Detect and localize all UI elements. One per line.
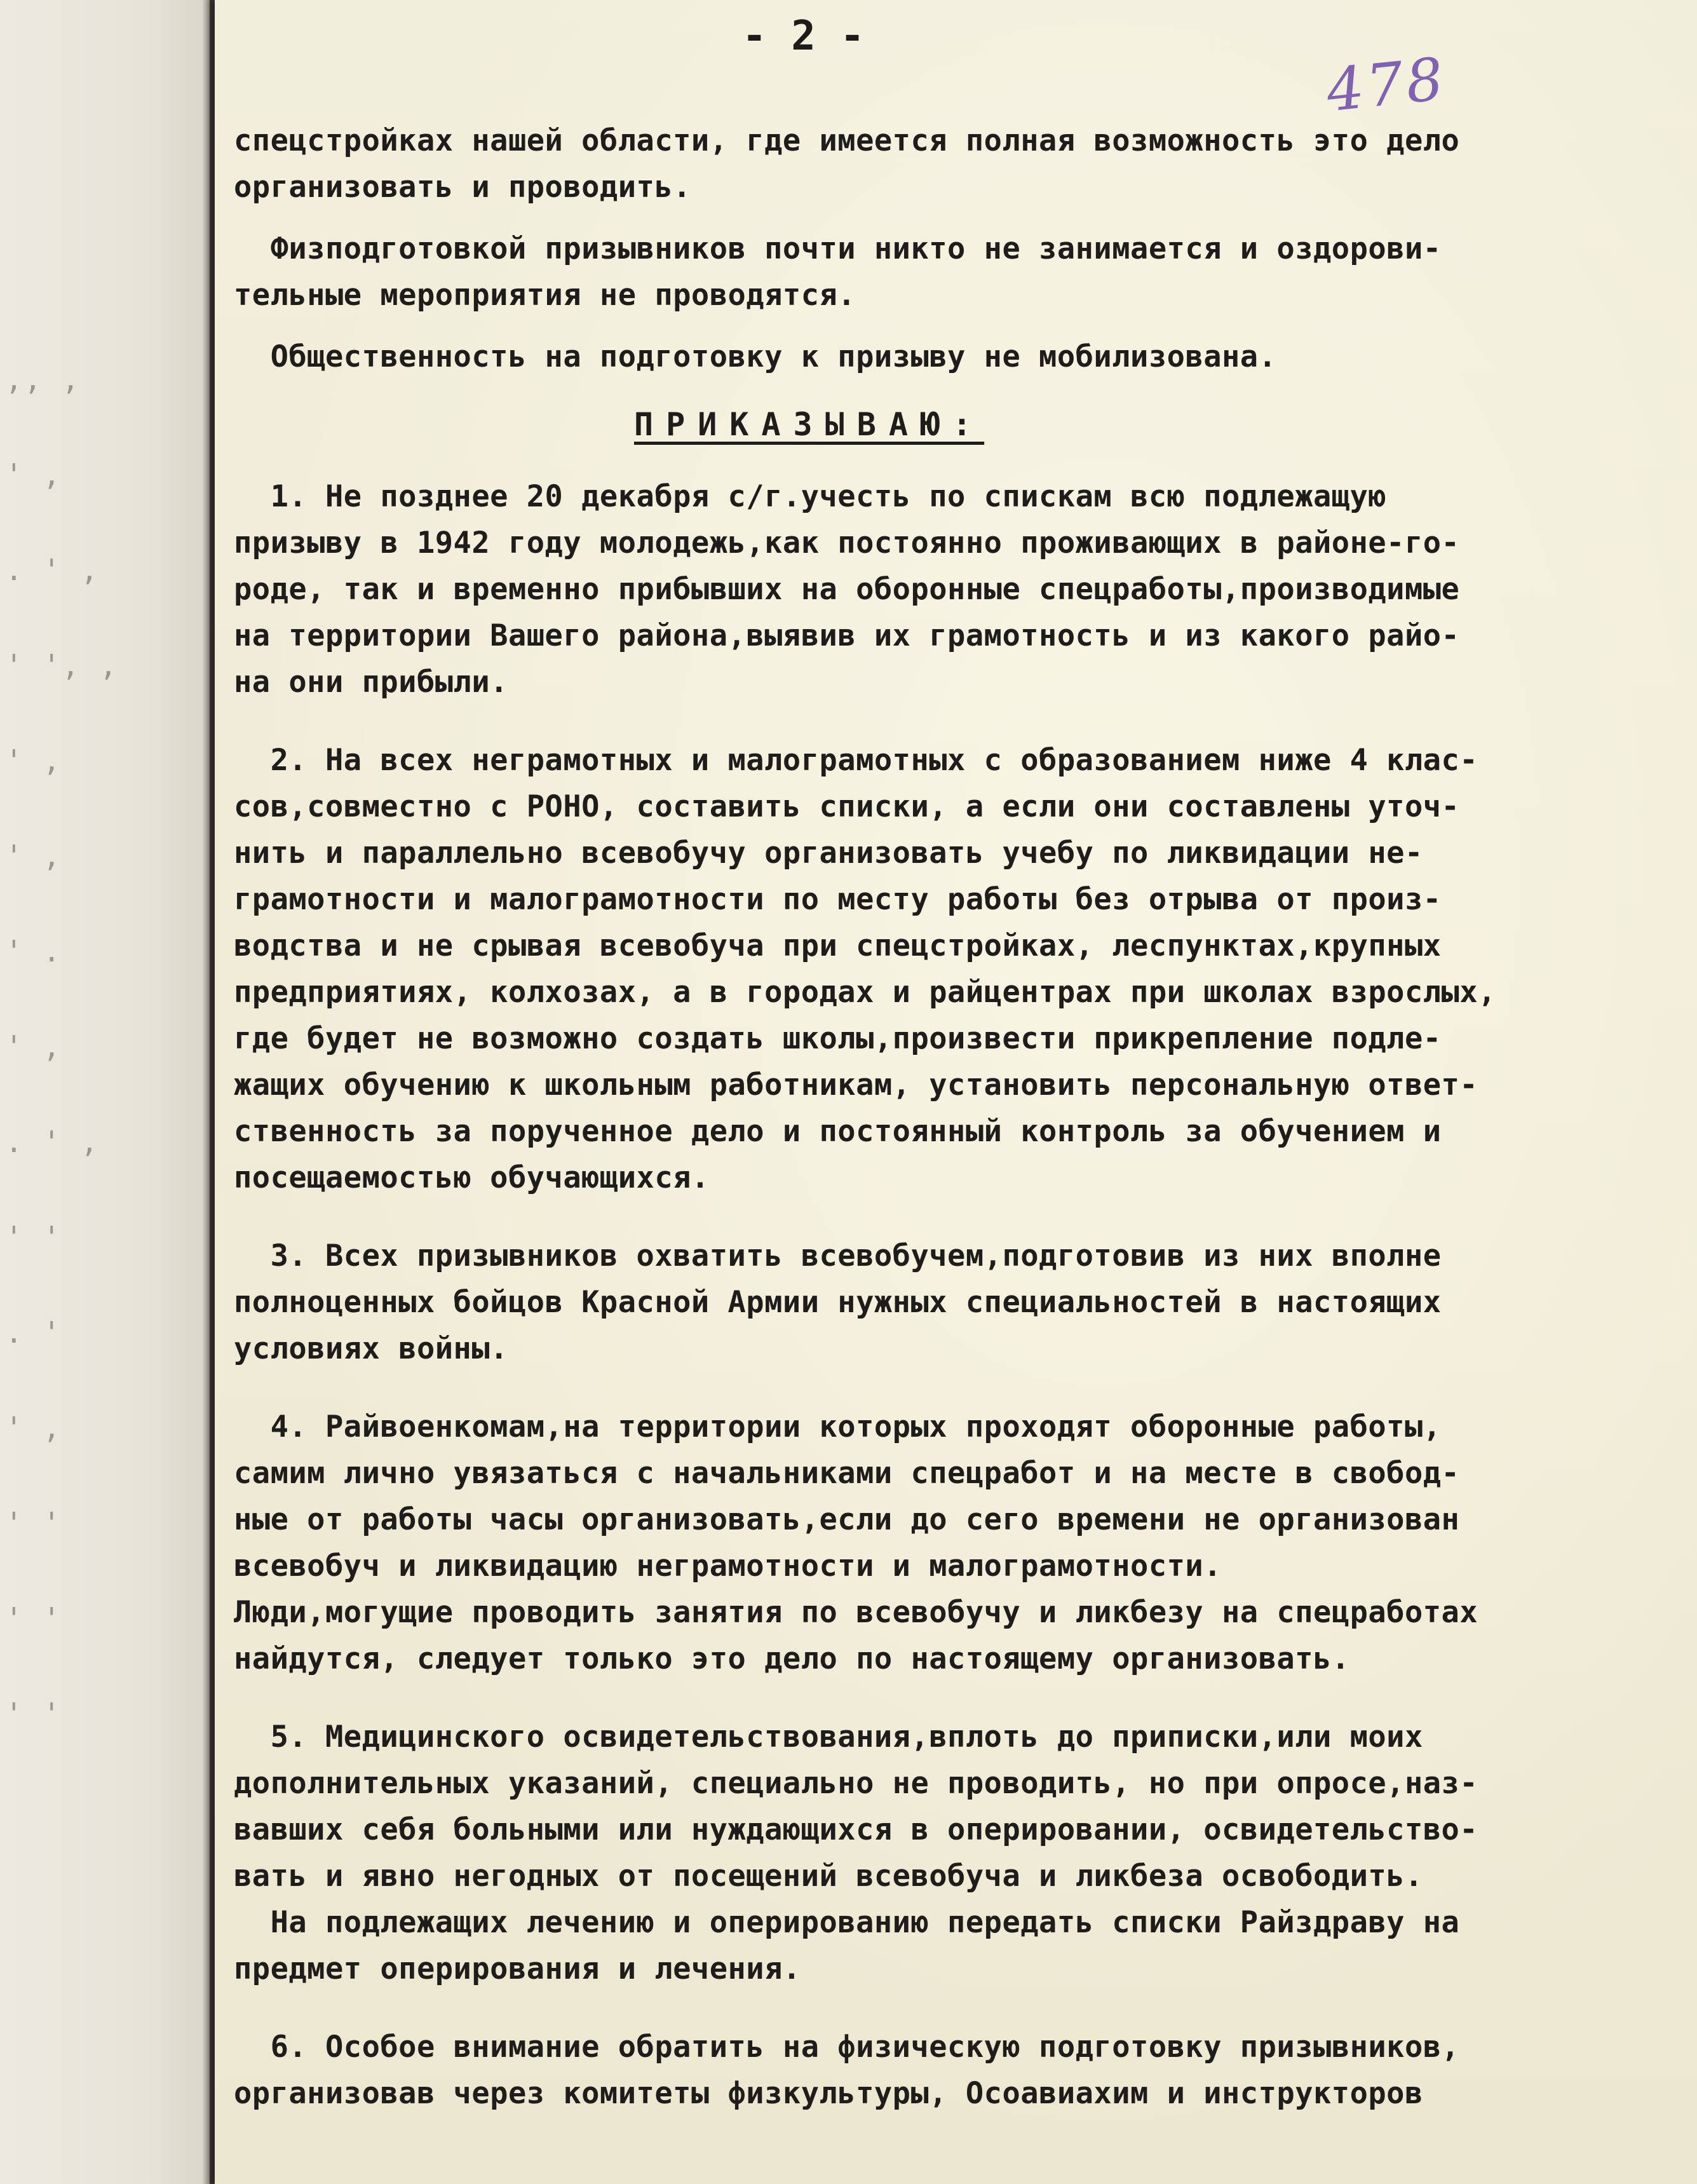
text-line: где будет не возможно создать школы,произвести прикрепление подле- [234, 1021, 1442, 1056]
text-line: предприятиях, колхозах, а в городах и райцентрах при школах взрослых, [234, 975, 1496, 1010]
text-line: 6. Особое внимание обратить на физическую подготовку призывников, [234, 2030, 1460, 2065]
previous-page-fragment [0, 0, 210, 2184]
order-item-4 [234, 1404, 1663, 1682]
order-heading: ПРИКАЗЫВАЮ: [634, 406, 985, 443]
text-line: самим лично увязаться с начальниками спецработ и на месте в свобод- [234, 1456, 1460, 1491]
ghost-text-line: ' ' [5, 1601, 62, 1636]
text-line: грамотности и малограмотности по месту работы без отрыва от произ- [234, 882, 1442, 917]
archive-handwritten-mark: 478 [1323, 44, 1449, 125]
text-line: 4. Райвоенкомам,на территории которых проходят оборонные работы, [234, 1409, 1442, 1444]
text-line: призыву в 1942 году молодежь,как постоянно проживающих в районе-го- [234, 526, 1460, 560]
text-line: На подлежащих лечению и оперированию передать списки Райздраву на [234, 1905, 1460, 1940]
page-edge-shadow [202, 0, 210, 2184]
text-line: Физподготовкой призывников почти никто не занимается и оздорови- [234, 231, 1442, 266]
text-line: организовать и проводить. [234, 170, 691, 205]
text-line: всевобуч и ликвидацию неграмотности и малограмотности. [234, 1549, 1222, 1584]
ghost-text-line: ,, , [5, 362, 81, 397]
order-item-6 [234, 2024, 1663, 2117]
text-line: Общественность на подготовку к призыву не мобилизована. [234, 339, 1277, 374]
order-item-5 [234, 1714, 1663, 1992]
text-line: 5. Медицинского освидетельствования,вплоть до приписки,или моих [234, 1719, 1423, 1754]
ghost-text-line: ' , [5, 1029, 62, 1064]
text-line: роде, так и временно прибывших на оборонные спецработы,производимые [234, 572, 1460, 607]
text-line: 1. Не позднее 20 декабря с/г.учесть по спискам всю подлежащую [234, 479, 1387, 514]
ghost-text-line: ' . [5, 934, 62, 968]
text-line: предмет оперирования и лечения. [234, 1951, 801, 1986]
text-line: сов,совместно с РОНО, составить списки, а если они составлены уточ- [234, 789, 1460, 824]
ghost-text-line: ' , [5, 839, 62, 873]
intro-paragraphs [234, 118, 1663, 395]
text-line: ные от работы часы организовать,если до сего времени не организован [234, 1502, 1460, 1537]
text-line: дополнительных указаний, специально не проводить, но при опросе,наз- [234, 1766, 1478, 1801]
ghost-text-line: ' , [5, 743, 62, 778]
text-line: вать и явно негодных от посещений всевобуча и ликбеза освободить. [234, 1859, 1423, 1894]
ghost-text-line: ' ' [5, 1697, 62, 1731]
text-line: тельные мероприятия не проводятся. [234, 278, 856, 313]
text-line: водства и не срывая всевобуча при спецстройках, леспунктах,крупных [234, 928, 1442, 963]
text-line: на они прибыли. [234, 665, 508, 700]
ghost-text-line: . ' , [5, 1125, 100, 1159]
ghost-text-line: . ' , [5, 553, 100, 587]
ghost-text-line: ' ', , [5, 648, 119, 682]
order-item-2 [234, 737, 1663, 1201]
ghost-text-line: ' ' [5, 1506, 62, 1540]
text-line: 3. Всех призывников охватить всевобучем,подготовив из них вполне [234, 1238, 1442, 1273]
text-line: вавших себя больными или нуждающихся в оперировании, освидетельство- [234, 1812, 1478, 1847]
order-item-1 [234, 473, 1663, 705]
document-body [234, 118, 1663, 2117]
text-line: на территории Вашего района,выявив их грамотность и из какого райо- [234, 618, 1460, 653]
text-line: условиях войны. [234, 1331, 508, 1366]
order-items [234, 473, 1663, 2117]
ghost-text-line: ' ' [5, 1220, 62, 1254]
text-line: ственность за порученное дело и постоянный контроль за обучением и [234, 1114, 1442, 1149]
ghost-text-line: . ' [5, 1315, 62, 1350]
text-line: нить и параллельно всевобучу организовать учебу по ликвидации не- [234, 836, 1423, 871]
text-line: найдутся, следует только это дело по настоящему организовать. [234, 1641, 1350, 1676]
text-line: Люди,могущие проводить занятия по всевобучу и ликбезу на спецработах [234, 1595, 1478, 1630]
text-line: посещаемостью обучающихся. [234, 1160, 710, 1195]
order-item-3 [234, 1233, 1663, 1372]
text-line: спецстройках нашей области, где имеется полная возможность это дело [234, 123, 1460, 158]
ghost-text-line: ' , [5, 458, 62, 492]
page-number: - 2 - [742, 13, 865, 60]
text-line: организовав через комитеты физкультуры, Осоавиахим и инструкторов [234, 2076, 1423, 2111]
ghost-text-line: ' , [5, 1411, 62, 1445]
text-line: жащих обучению к школьным работникам, установить персональную ответ- [234, 1068, 1478, 1102]
document-page [215, 0, 1697, 2184]
text-line: полноценных бойцов Красной Армии нужных специальностей в настоящих [234, 1285, 1442, 1320]
text-line: 2. На всех неграмотных и малограмотных с образованием ниже 4 клас- [234, 743, 1478, 778]
